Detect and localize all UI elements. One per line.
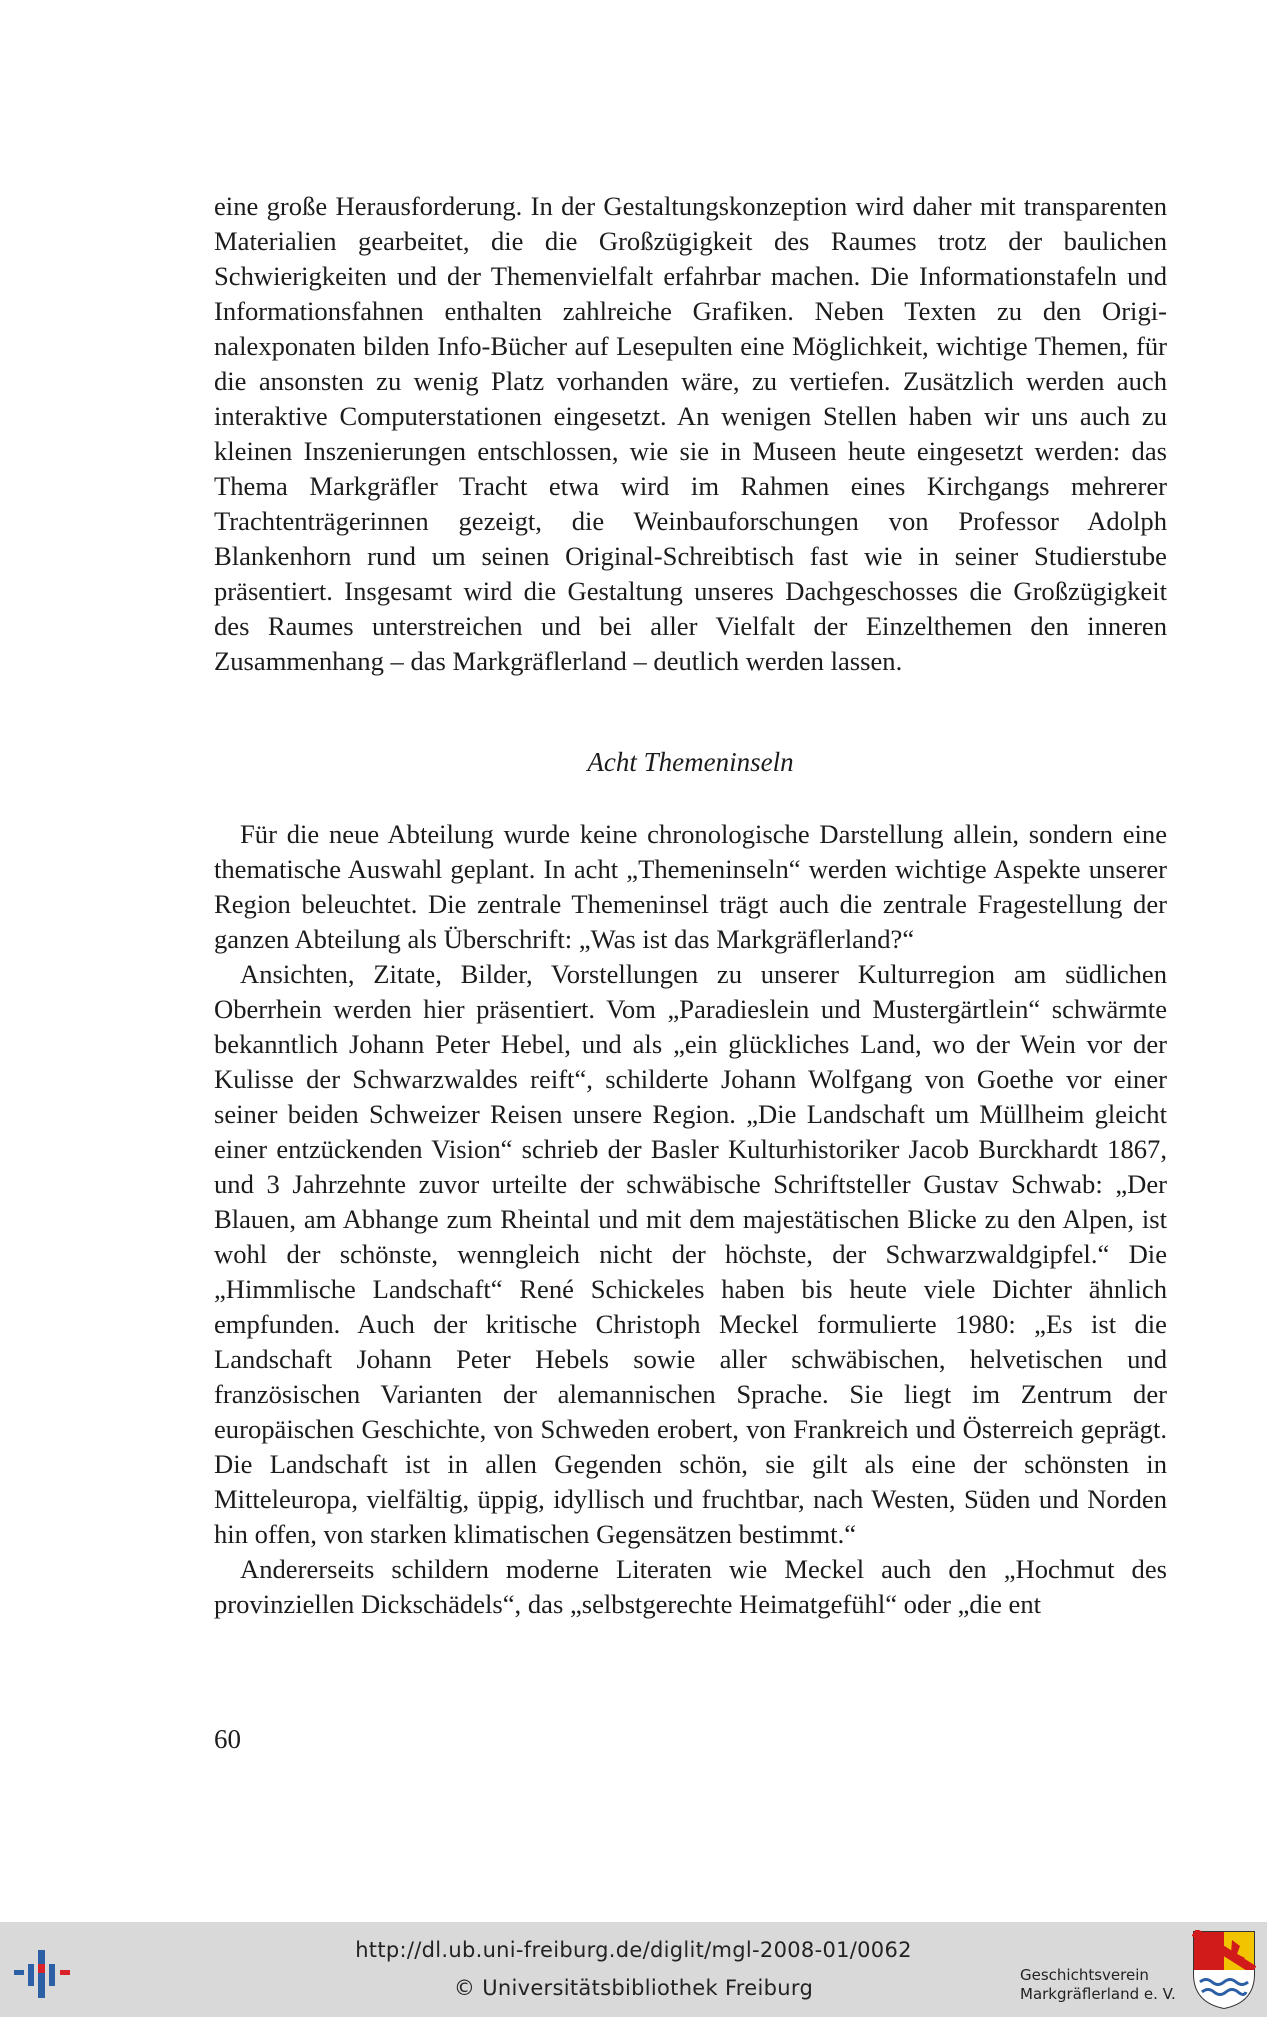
- page-number: 60: [214, 1724, 241, 1754]
- society-name: [1020, 1966, 1176, 2004]
- footer-bar: [0, 1922, 1267, 2017]
- paragraph-1: eine große Herausforderung. In der Gestaltungskonzeption wird daher mit transparenten Materialien gearbeitet, die die Großzügigkeit des Raumes trotz der baulichen Schwierigkeiten und der Themenvielfalt erfahrbar machen. Die Informationstafeln und Informationsfahnen enthalten zahlreiche Grafiken. Neben Texten zu den Originalexponaten bilden Info-Bücher auf Lesepulten eine Möglichkeit, wichtige Themen, für die ansonsten zu wenig Platz vorhanden wäre, zu vertiefen. Zusätzlich werden auch interaktive Computerstationen eingesetzt. An wenigen Stellen haben wir uns auch zu kleinen Inszenierungen entschlossen, wie sie in Museen heute eingesetzt werden: das Thema Markgräfler Tracht etwa wird im Rahmen eines Kirchgangs mehrerer Trachtenträgerinnen gezeigt, die Weinbauforschungen von Professor Adolph Blankenhorn rund um seinen Original-Schreibtisch fast wie in seiner Studierstube präsentiert. Insgesamt wird die Gestaltung unseres Dachgeschosses die Großzügigkeit des Raumes unterstreichen und bei aller Vielfalt der Einzelthemen den inneren Zusammenhang – das Markgräflerland – deutlich werden lassen.: [214, 191, 1167, 676]
- body-text-section: [214, 817, 1167, 1622]
- society-line-1: Geschichtsverein: [1020, 1966, 1149, 1984]
- paragraph-3: Ansichten, Zitate, Bilder, Vorstellungen zu unserer Kulturregion am südlichen Oberrhein werden hier präsentiert. Vom „Paradieslein und Mustergärtlein“ schwärmte bekanntlich Johann Peter Hebel, und als „ein glückliches Land, wo der Wein vor der Kulisse der Schwarzwaldes reift“, schilderte Johann Wolfgang von Goethe vor einer seiner beiden Schweizer Reisen unsere Region. „Die Landschaft um Müllheim gleicht einer entzückenden Vision“ schrieb der Basler Kulturhistoriker Jacob Burckhardt 1867, und 3 Jahrzehnte zuvor urteilte der schwäbische Schriftsteller Gustav Schwab: „Der Blauen, am Abhange zum Rheintal und mit dem majestätischen Blicke zu den Alpen, ist wohl der schönste, wenngleich nicht der höchste, der Schwarzwaldgipfel.“ Die „Himmlische Landschaft“ René Schickeles haben bis heute viele Dichter ähnlich empfunden. Auch der kritische Christoph Meckel formulierte 1980: „Es ist die Landschaft Johann Peter Hebels sowie aller schwäbischen, helvetischen und französischen Varianten der alemannischen Sprache. Sie liegt im Zentrum der europäischen Geschichte, von Schweden erobert, von Frankreich und Österreich geprägt. Die Landschaft ist in allen Gegenden schön, sie gilt als eine der schönsten in Mitteleuropa, vielfältig, üppig, idyllisch und fruchtbar, nach Westen, Süden und Norden hin offen, von starken klimatischen Gegensätzen bestimmt.“: [214, 959, 1167, 1549]
- copyright-text: © Universitätsbibliothek Freiburg: [453, 1976, 814, 2000]
- paragraph-2: Für die neue Abteilung wurde keine chronologische Darstellung allein, sondern eine thematische Auswahl geplant. In acht „Themeninseln“ werden wichtige Aspekte unserer Region beleuchtet. Die zentrale Themeninsel trägt auch die zentrale Fragestellung der ganzen Abteilung als Überschrift: „Was ist das Markgräflerland?“: [214, 819, 1167, 954]
- body-text-top: [214, 189, 1167, 679]
- society-line-2: Markgräflerland e. V.: [1020, 1985, 1176, 2003]
- paragraph-4: Andererseits schildern moderne Literaten wie Meckel auch den „Hochmut des provinziellen Dickschädels“, das „selbstgerechte Heimatgefühl“ oder „die ent: [214, 1554, 1167, 1619]
- section-heading: Acht Themeninseln: [587, 747, 794, 777]
- coat-of-arms-icon: [1192, 1930, 1256, 2010]
- source-url-link[interactable]: http://dl.ub.uni-freiburg.de/diglit/mgl-2008-01/0062: [355, 1938, 912, 1962]
